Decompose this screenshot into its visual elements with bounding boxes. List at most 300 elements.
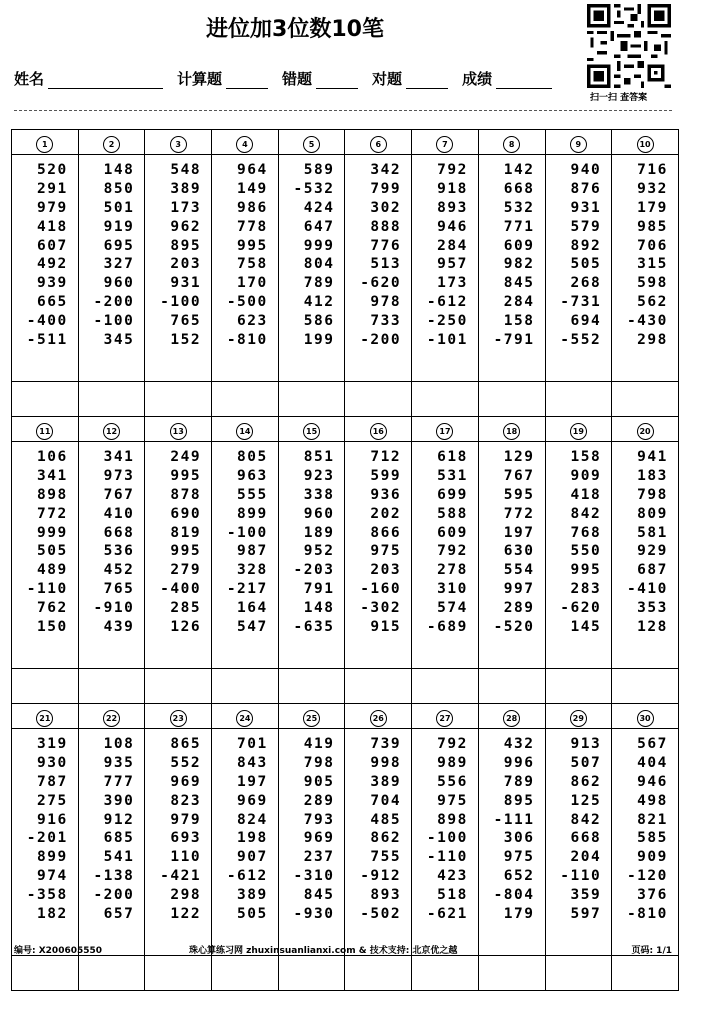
- answer-box[interactable]: [478, 669, 545, 704]
- addend: 439: [103, 619, 135, 636]
- addend: 505: [36, 543, 68, 560]
- problem-number: 13: [170, 423, 187, 440]
- problem-number: 16: [370, 423, 387, 440]
- page-number: 页码: 1/1: [631, 946, 672, 956]
- addend: 319: [36, 736, 68, 752]
- serial-number: 编号: X200605550: [14, 946, 103, 956]
- problem-number: 12: [103, 423, 120, 440]
- addend: 183: [637, 467, 668, 484]
- addend: 799: [370, 180, 402, 197]
- addend: 275: [36, 792, 68, 809]
- answer-box[interactable]: [545, 956, 612, 991]
- addend: -804: [493, 887, 535, 904]
- answer-box[interactable]: [278, 956, 345, 991]
- addend: 843: [237, 754, 268, 771]
- addend: 999: [36, 524, 68, 541]
- addend: 418: [36, 218, 68, 235]
- addend: 946: [437, 218, 468, 235]
- problem-numbers-cell: [278, 729, 345, 956]
- addend: 777: [103, 773, 135, 790]
- right-field[interactable]: [406, 70, 448, 89]
- answer-box[interactable]: [78, 669, 145, 704]
- addend: 975: [370, 543, 402, 560]
- answer-box[interactable]: [278, 382, 345, 417]
- addend: -500: [226, 294, 268, 311]
- addend: 202: [370, 505, 402, 522]
- addend: 695: [103, 237, 135, 254]
- addend: 298: [170, 887, 202, 904]
- answer-box[interactable]: [12, 669, 79, 704]
- addend: 862: [570, 773, 602, 790]
- addend: 498: [637, 792, 668, 809]
- addend: 404: [637, 754, 668, 771]
- addend: 197: [237, 773, 268, 790]
- addend: 547: [237, 619, 268, 636]
- cut-line: [14, 110, 672, 111]
- addend: 291: [36, 180, 68, 197]
- answer-box[interactable]: [145, 669, 212, 704]
- addend: 712: [370, 449, 402, 465]
- problem-number: 30: [637, 710, 654, 727]
- addend: 145: [570, 619, 602, 636]
- problem-number-cell: [612, 704, 679, 729]
- addend: 969: [303, 830, 335, 847]
- addend: 899: [237, 505, 268, 522]
- problem-number: 22: [103, 710, 120, 727]
- addend: 986: [237, 199, 268, 216]
- addend: 909: [637, 849, 668, 866]
- addend: 589: [303, 162, 335, 178]
- answer-box[interactable]: [12, 382, 79, 417]
- addend: 595: [503, 486, 535, 503]
- problem-number-cell: [12, 130, 79, 155]
- addend: 668: [103, 524, 135, 541]
- addend: -100: [426, 830, 468, 847]
- addend: -552: [560, 332, 602, 349]
- problem-numbers-cell: [545, 442, 612, 669]
- addend: 755: [370, 849, 402, 866]
- addend: -810: [626, 906, 668, 923]
- addend: 930: [36, 754, 68, 771]
- addend: 999: [303, 237, 335, 254]
- addend: 964: [237, 162, 268, 178]
- addend: 489: [36, 562, 68, 579]
- addend: 579: [570, 218, 602, 235]
- problem-numbers-cell: [12, 155, 79, 382]
- addend: -203: [293, 562, 335, 579]
- addend: -302: [360, 600, 402, 617]
- addend: 588: [437, 505, 468, 522]
- addend: 630: [503, 543, 535, 560]
- addend: 182: [36, 906, 68, 923]
- addend: 203: [370, 562, 402, 579]
- problem-numbers-cell: [412, 442, 479, 669]
- addend: 179: [503, 906, 535, 923]
- addend: -421: [160, 868, 202, 885]
- problem-number-cell: [78, 130, 145, 155]
- addend: 767: [103, 486, 135, 503]
- addend: 940: [570, 162, 602, 178]
- addend: 106: [36, 449, 68, 465]
- addend: 598: [637, 275, 668, 292]
- problem-numbers-cell: [412, 155, 479, 382]
- problem-number: 28: [503, 710, 520, 727]
- addend: -160: [360, 581, 402, 598]
- addend: 418: [570, 486, 602, 503]
- addend: 599: [370, 467, 402, 484]
- addend: 979: [170, 811, 202, 828]
- addend: 995: [237, 237, 268, 254]
- answer-box[interactable]: [345, 956, 412, 991]
- addend: 989: [437, 754, 468, 771]
- addend: 762: [36, 600, 68, 617]
- problem-numbers-cell: [212, 155, 279, 382]
- answer-box[interactable]: [278, 669, 345, 704]
- qr-caption: 扫一扫 查答案: [590, 93, 648, 103]
- addend: 554: [503, 562, 535, 579]
- addend: 518: [437, 887, 468, 904]
- addend: 310: [437, 581, 468, 598]
- addend: 776: [370, 237, 402, 254]
- addend: 338: [303, 486, 335, 503]
- addend: 985: [637, 218, 668, 235]
- addend: 862: [370, 830, 402, 847]
- addend: 199: [303, 332, 335, 349]
- addend: 768: [570, 524, 602, 541]
- addend: 164: [237, 600, 268, 617]
- addend: 552: [170, 754, 202, 771]
- name-field[interactable]: [48, 70, 163, 89]
- answer-box[interactable]: [412, 956, 479, 991]
- addend: 960: [303, 505, 335, 522]
- addend: 793: [303, 811, 335, 828]
- addend: -912: [360, 868, 402, 885]
- addend: -138: [93, 868, 135, 885]
- addend: -400: [160, 581, 202, 598]
- problem-grid: [11, 129, 679, 991]
- addend: 895: [503, 792, 535, 809]
- addend: -910: [93, 600, 135, 617]
- problem-number: 19: [570, 423, 587, 440]
- addend: 541: [103, 849, 135, 866]
- problem-numbers-cell: [12, 442, 79, 669]
- addend: 189: [303, 524, 335, 541]
- answer-box[interactable]: [78, 956, 145, 991]
- addend: 932: [637, 180, 668, 197]
- problem-number-cell: [478, 417, 545, 442]
- addend: 952: [303, 543, 335, 560]
- addend: 824: [237, 811, 268, 828]
- addend: 432: [503, 736, 535, 752]
- addend: 701: [237, 736, 268, 752]
- answer-box[interactable]: [545, 669, 612, 704]
- answer-box[interactable]: [212, 956, 279, 991]
- wrong-field[interactable]: [316, 70, 358, 89]
- addend: 359: [570, 887, 602, 904]
- addend: 792: [437, 736, 468, 752]
- addend: 888: [370, 218, 402, 235]
- addend: 315: [637, 256, 668, 273]
- addend: 845: [503, 275, 535, 292]
- problem-number-cell: [12, 704, 79, 729]
- addend: 150: [36, 619, 68, 636]
- answer-box[interactable]: [212, 669, 279, 704]
- problem-numbers-cell: [545, 729, 612, 956]
- addend: 845: [303, 887, 335, 904]
- problem-number: 18: [503, 423, 520, 440]
- addend: 791: [303, 581, 335, 598]
- addend: -410: [626, 581, 668, 598]
- addend: -400: [26, 313, 68, 330]
- addend: -217: [226, 581, 268, 598]
- addend: -635: [293, 619, 335, 636]
- addend: 125: [570, 792, 602, 809]
- answer-box[interactable]: [12, 956, 79, 991]
- addend: 918: [437, 180, 468, 197]
- addend: 995: [170, 467, 202, 484]
- addend: 792: [437, 543, 468, 560]
- addend: 792: [437, 162, 468, 178]
- problem-numbers-cell: [345, 442, 412, 669]
- addend: 687: [637, 562, 668, 579]
- addend: 341: [36, 467, 68, 484]
- addend: 342: [370, 162, 402, 178]
- problem-number: 27: [436, 710, 453, 727]
- problem-number-cell: [412, 417, 479, 442]
- problem-number: 8: [503, 136, 520, 153]
- addend: -502: [360, 906, 402, 923]
- addend: -100: [93, 313, 135, 330]
- problem-number-cell: [345, 417, 412, 442]
- problem-number: 10: [637, 136, 654, 153]
- addend: 531: [437, 467, 468, 484]
- problem-numbers-cell: [612, 155, 679, 382]
- addend: 126: [170, 619, 202, 636]
- addend: 597: [570, 906, 602, 923]
- addend: 353: [637, 600, 668, 617]
- problem-number: 5: [303, 136, 320, 153]
- problem-numbers-cell: [478, 155, 545, 382]
- addend: 289: [503, 600, 535, 617]
- addend: -621: [426, 906, 468, 923]
- addend: 657: [103, 906, 135, 923]
- addend: 973: [103, 467, 135, 484]
- answer-box[interactable]: [345, 669, 412, 704]
- addend: 652: [503, 868, 535, 885]
- addend: 609: [503, 237, 535, 254]
- problem-numbers-cell: [412, 729, 479, 956]
- answer-box[interactable]: [545, 382, 612, 417]
- problem-number-cell: [612, 130, 679, 155]
- problem-numbers-cell: [478, 729, 545, 956]
- addend: 694: [570, 313, 602, 330]
- addend: 804: [303, 256, 335, 273]
- addend: 772: [36, 505, 68, 522]
- addend: 152: [170, 332, 202, 349]
- addend: -250: [426, 313, 468, 330]
- addend: 851: [303, 449, 335, 465]
- problem-number-cell: [145, 417, 212, 442]
- problem-number: 21: [36, 710, 53, 727]
- addend: 978: [370, 294, 402, 311]
- problem-number-cell: [78, 417, 145, 442]
- addend: 946: [637, 773, 668, 790]
- addend: 704: [370, 792, 402, 809]
- problem-number: 14: [236, 423, 253, 440]
- addend: -689: [426, 619, 468, 636]
- answer-box[interactable]: [612, 956, 679, 991]
- addend: 923: [303, 467, 335, 484]
- addend: 110: [170, 849, 202, 866]
- problem-number-cell: [278, 704, 345, 729]
- addend: -620: [360, 275, 402, 292]
- problem-number: 24: [236, 710, 253, 727]
- addend: 197: [503, 524, 535, 541]
- addend: 893: [437, 199, 468, 216]
- answer-box[interactable]: [145, 956, 212, 991]
- problem-number-cell: [212, 130, 279, 155]
- problem-number-cell: [278, 130, 345, 155]
- problem-number: 11: [36, 423, 53, 440]
- addend: 505: [570, 256, 602, 273]
- addend: 963: [237, 467, 268, 484]
- addend: 513: [370, 256, 402, 273]
- total-label: 计算题: [177, 70, 223, 88]
- addend: 302: [370, 199, 402, 216]
- addend: 850: [103, 180, 135, 197]
- answer-box[interactable]: [478, 956, 545, 991]
- addend: 389: [237, 887, 268, 904]
- addend: 129: [503, 449, 535, 465]
- addend: 941: [637, 449, 668, 465]
- addend: 142: [503, 162, 535, 178]
- addend: 957: [437, 256, 468, 273]
- addend: 492: [36, 256, 68, 273]
- addend: -532: [293, 180, 335, 197]
- addend: 969: [170, 773, 202, 790]
- addend: 345: [103, 332, 135, 349]
- addend: -100: [226, 524, 268, 541]
- addend: 898: [36, 486, 68, 503]
- addend: 919: [103, 218, 135, 235]
- answer-box[interactable]: [612, 669, 679, 704]
- addend: -612: [226, 868, 268, 885]
- problem-number-cell: [345, 704, 412, 729]
- addend: 975: [503, 849, 535, 866]
- addend: 501: [103, 199, 135, 216]
- answer-box[interactable]: [612, 382, 679, 417]
- answer-box[interactable]: [78, 382, 145, 417]
- problem-number-cell: [12, 417, 79, 442]
- answer-box[interactable]: [412, 382, 479, 417]
- addend: -310: [293, 868, 335, 885]
- addend: 899: [36, 849, 68, 866]
- addend: 505: [237, 906, 268, 923]
- addend: 148: [303, 600, 335, 617]
- addend: 289: [303, 792, 335, 809]
- addend: 158: [570, 449, 602, 465]
- problem-number: 26: [370, 710, 387, 727]
- addend: 898: [437, 811, 468, 828]
- problem-number: 20: [637, 423, 654, 440]
- addend: 969: [237, 792, 268, 809]
- footer: [14, 943, 672, 957]
- answer-box[interactable]: [478, 382, 545, 417]
- addend: 424: [303, 199, 335, 216]
- addend: 179: [637, 199, 668, 216]
- addend: 758: [237, 256, 268, 273]
- addend: 158: [503, 313, 535, 330]
- addend: 979: [36, 199, 68, 216]
- answer-box[interactable]: [145, 382, 212, 417]
- addend: 690: [170, 505, 202, 522]
- addend: 536: [103, 543, 135, 560]
- problem-number-cell: [545, 704, 612, 729]
- addend: 823: [170, 792, 202, 809]
- addend: 789: [503, 773, 535, 790]
- addend: -101: [426, 332, 468, 349]
- answer-box[interactable]: [345, 382, 412, 417]
- addend: 987: [237, 543, 268, 560]
- problem-number: 6: [370, 136, 387, 153]
- total-field[interactable]: [226, 70, 268, 89]
- addend: 916: [36, 811, 68, 828]
- addend: 562: [637, 294, 668, 311]
- wrong-label: 错题: [282, 70, 313, 88]
- problem-number: 25: [303, 710, 320, 727]
- addend: 893: [370, 887, 402, 904]
- addend: 278: [437, 562, 468, 579]
- addend: 507: [570, 754, 602, 771]
- addend: 328: [237, 562, 268, 579]
- problem-numbers-cell: [478, 442, 545, 669]
- score-field[interactable]: [496, 70, 552, 89]
- addend: -200: [93, 887, 135, 904]
- addend: 249: [170, 449, 202, 465]
- problem-numbers-cell: [345, 155, 412, 382]
- addend: 452: [103, 562, 135, 579]
- addend: 733: [370, 313, 402, 330]
- problem-number: 7: [436, 136, 453, 153]
- addend: 765: [170, 313, 202, 330]
- problem-number: 15: [303, 423, 320, 440]
- right-label: 对题: [372, 70, 403, 88]
- addend: 772: [503, 505, 535, 522]
- addend: 419: [303, 736, 335, 752]
- addend: 819: [170, 524, 202, 541]
- addend: 204: [570, 849, 602, 866]
- problem-number: 29: [570, 710, 587, 727]
- problem-numbers-cell: [345, 729, 412, 956]
- addend: 685: [103, 830, 135, 847]
- problem-number: 3: [170, 136, 187, 153]
- addend: 285: [170, 600, 202, 617]
- addend: -201: [26, 830, 68, 847]
- addend: 892: [570, 237, 602, 254]
- problem-number-cell: [545, 417, 612, 442]
- answer-box[interactable]: [212, 382, 279, 417]
- addend: -110: [426, 849, 468, 866]
- addend: 268: [570, 275, 602, 292]
- addend: 895: [170, 237, 202, 254]
- addend: 935: [103, 754, 135, 771]
- answer-box[interactable]: [412, 669, 479, 704]
- addend: -200: [93, 294, 135, 311]
- problem-number-cell: [478, 130, 545, 155]
- addend: 581: [637, 524, 668, 541]
- addend: 108: [103, 736, 135, 752]
- addend: 173: [170, 199, 202, 216]
